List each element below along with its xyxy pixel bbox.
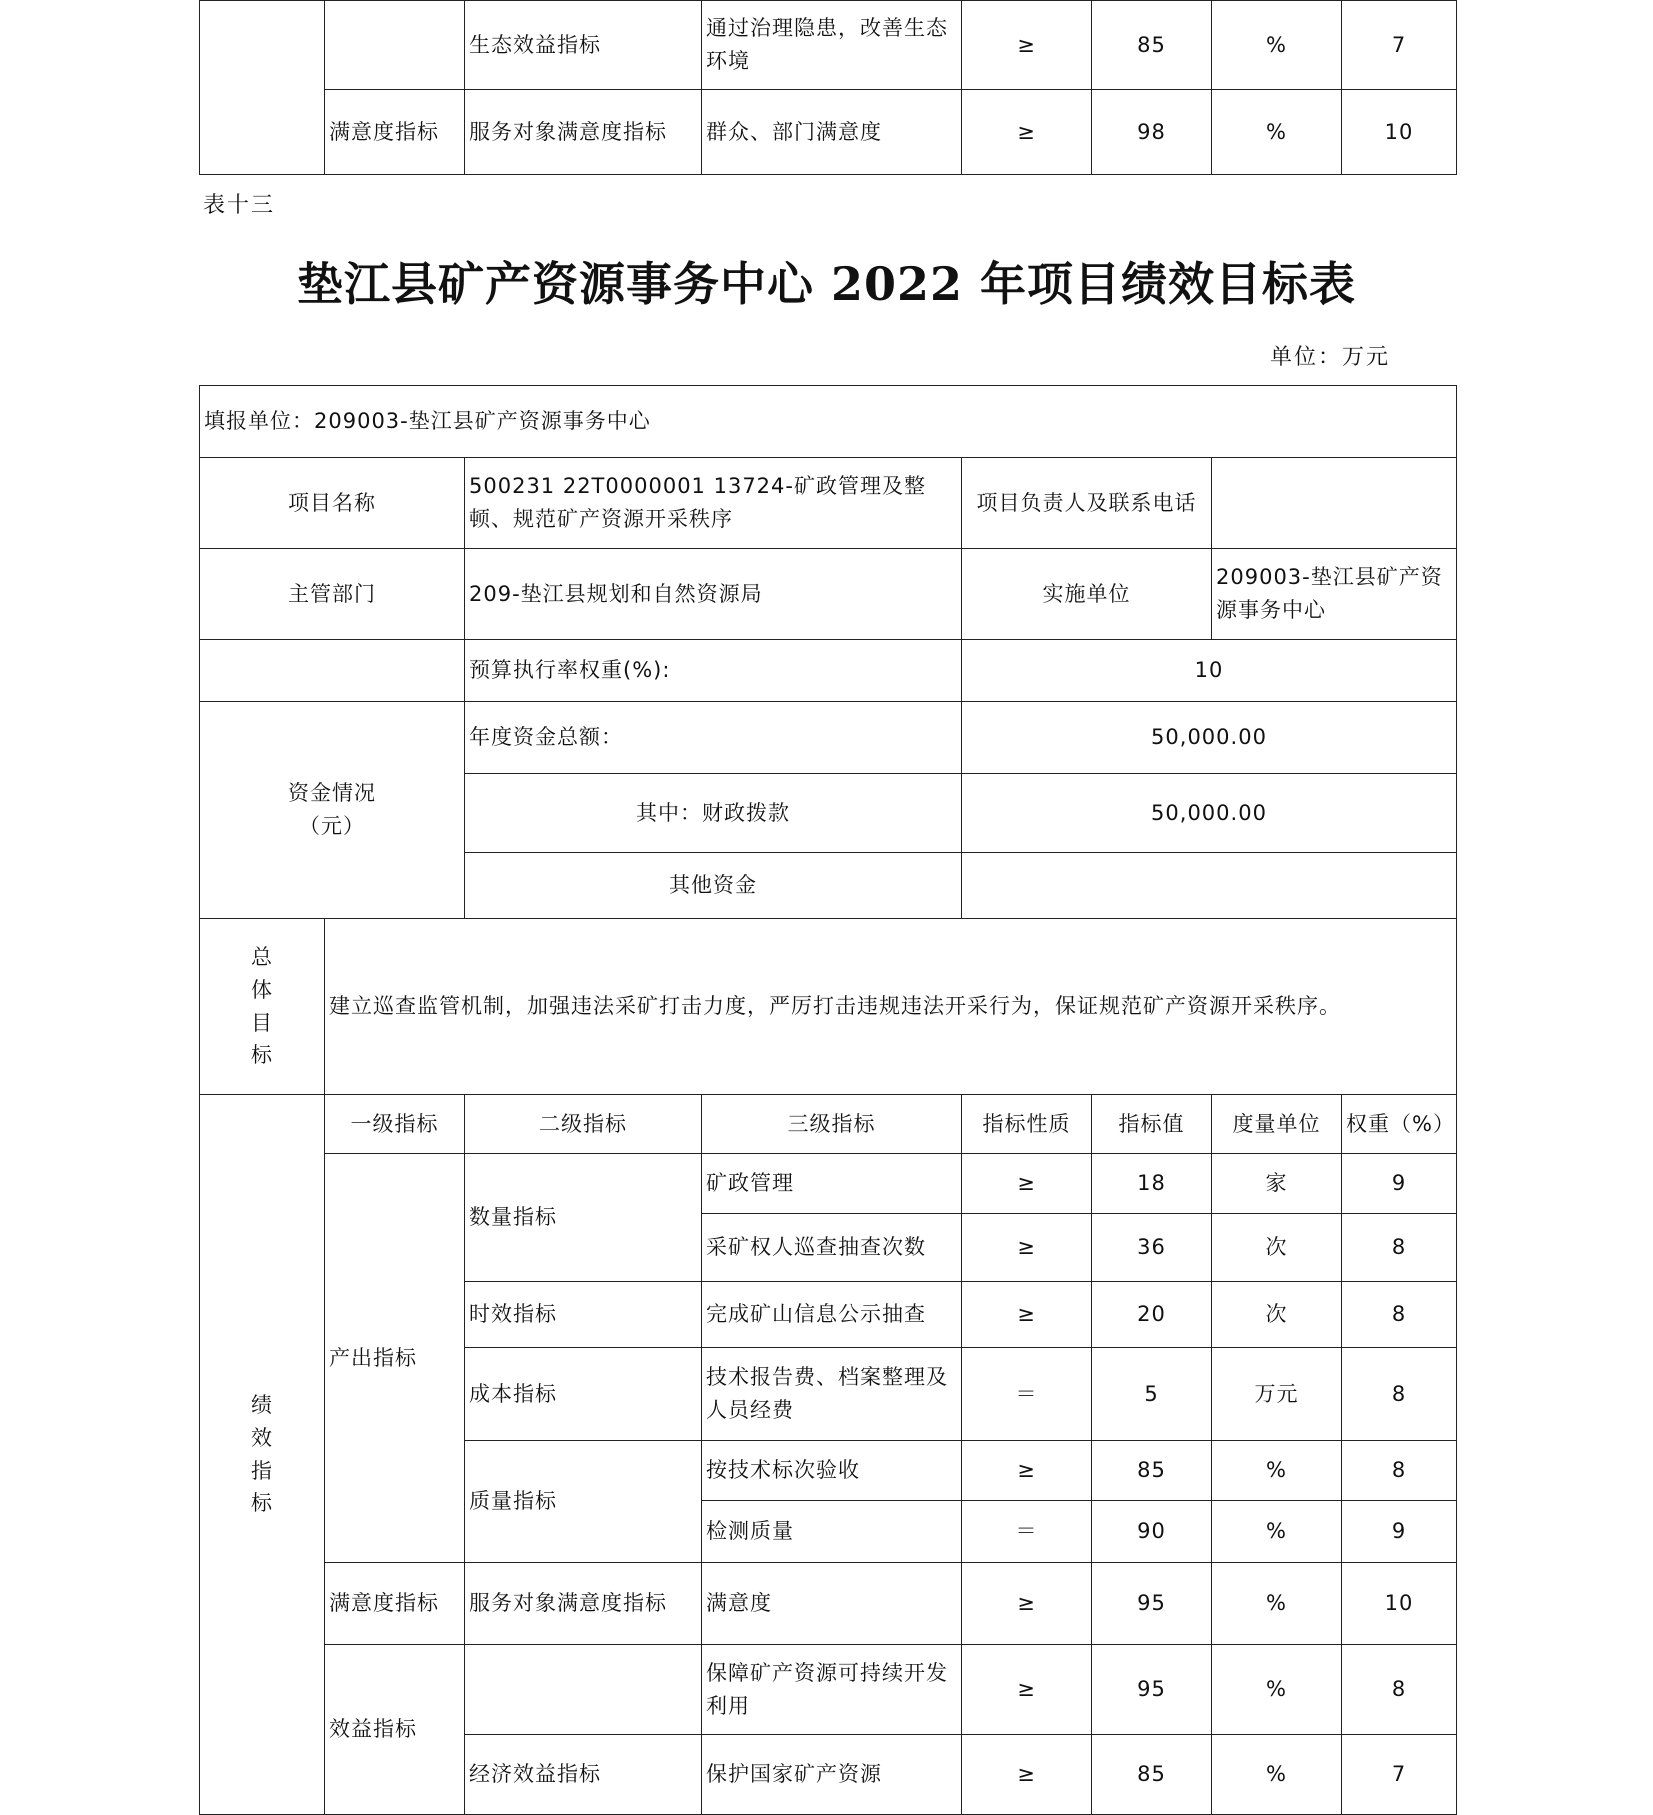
table-row [200,1,1457,90]
project-name-label: 项目名称 [200,458,465,549]
fiscal-label: 其中：财政拨款 [465,774,962,853]
table-row [200,640,1457,702]
unit-cell: 万元 [1212,1348,1342,1441]
table-row [200,1154,1457,1214]
level3-cell: 通过治理隐患，改善生态环境 [702,1,962,90]
table-row [200,1095,1457,1154]
weight-cell: 8 [1342,1645,1457,1735]
level3-cell: 按技术标次验收 [702,1441,962,1501]
header-weight: 权重（%） [1342,1095,1457,1154]
unit-cell: 次 [1212,1282,1342,1348]
value-cell: 5 [1092,1348,1212,1441]
other-funds-label: 其他资金 [465,853,962,919]
value-cell: 85 [1092,1441,1212,1501]
nature-cell: ≥ [962,90,1092,175]
level3-cell: 采矿权人巡查抽查次数 [702,1214,962,1282]
impl-label: 实施单位 [962,549,1212,640]
nature-cell: ≥ [962,1645,1092,1735]
unit-cell: 次 [1212,1214,1342,1282]
performance-label-char: 效 [251,1425,273,1450]
weight-cell: 9 [1342,1501,1457,1563]
nature-cell: ≥ [962,1154,1092,1214]
weight-cell: 9 [1342,1154,1457,1214]
header-level3: 三级指标 [702,1095,962,1154]
goal-label-char: 总 [251,945,273,970]
nature-cell: ≥ [962,1214,1092,1282]
weight-cell: 8 [1342,1214,1457,1282]
table-row [200,386,1457,458]
level2-blank [465,1645,702,1735]
unit-cell: 家 [1212,1154,1342,1214]
unit-label: 单位：万元 [1270,345,1391,370]
value-cell: 18 [1092,1154,1212,1214]
level2-cell: 服务对象满意度指标 [465,90,702,175]
value-cell: 85 [1092,1735,1212,1815]
goal-text: 建立巡查监管机制，加强违法采矿打击力度，严厉打击违规违法开采行为，保证规范矿产资源开采秩序。 [325,919,1457,1095]
budget-weight-label: 预算执行率权重(%): [465,640,962,702]
goal-label-char: 标 [251,1043,273,1068]
contact-label: 项目负责人及联系电话 [962,458,1212,549]
unit-cell: % [1212,1,1342,90]
value-cell: 36 [1092,1214,1212,1282]
unit-cell: % [1212,1563,1342,1645]
level1-output: 产出指标 [325,1154,465,1563]
weight-cell: 8 [1342,1282,1457,1348]
weight-cell: 8 [1342,1348,1457,1441]
level3-cell: 满意度 [702,1563,962,1645]
level3-cell: 群众、部门满意度 [702,90,962,175]
nature-cell: ≥ [962,1563,1092,1645]
goal-label-char: 目 [251,1010,273,1035]
level3-cell: 保护国家矿产资源 [702,1735,962,1815]
level2-timeliness: 时效指标 [465,1282,702,1348]
nature-cell: ≥ [962,1,1092,90]
table-row [200,458,1457,549]
goal-label-char: 体 [251,977,273,1002]
annual-total-label: 年度资金总额： [465,702,962,774]
level3-cell: 完成矿山信息公示抽查 [702,1282,962,1348]
level3-cell: 矿政管理 [702,1154,962,1214]
level1-cell: 满意度指标 [325,90,465,175]
table-row [200,1645,1457,1735]
funds-label-line: 资金情况 [288,781,376,806]
nature-cell: ＝ [962,1348,1092,1441]
level2-quality: 质量指标 [465,1441,702,1563]
header-unit: 度量单位 [1212,1095,1342,1154]
value-cell: 98 [1092,90,1212,175]
goal-label [200,919,325,1095]
level2-service: 服务对象满意度指标 [465,1563,702,1645]
funds-label-line: （元） [299,814,365,838]
other-funds-value [962,853,1457,919]
level3-cell: 保障矿产资源可持续开发利用 [702,1645,962,1735]
value-cell: 20 [1092,1282,1212,1348]
value-cell: 95 [1092,1563,1212,1645]
previous-table-fragment [199,0,1457,175]
blank-cell [200,640,465,702]
nature-cell: ＝ [962,1501,1092,1563]
performance-label-char: 标 [251,1491,273,1516]
page-title: 垫江县矿产资源事务中心 2022 年项目绩效目标表 [296,257,1357,311]
weight-cell: 8 [1342,1441,1457,1501]
header-level2: 二级指标 [465,1095,702,1154]
unit-cell: % [1212,1441,1342,1501]
performance-label [200,1095,325,1815]
funds-label [200,702,465,919]
level2-economic: 经济效益指标 [465,1735,702,1815]
project-name-value: 500231 22T0000001 13724-矿政管理及整顿、规范矿产资源开采秩序 [465,458,962,549]
unit-cell: % [1212,1735,1342,1815]
blank-cell [200,1,325,175]
contact-value [1212,458,1457,549]
level1-cell [325,1,465,90]
impl-value: 209003-垫江县矿产资源事务中心 [1212,549,1457,640]
table-row [200,919,1457,1095]
weight-cell: 7 [1342,1735,1457,1815]
weight-cell: 10 [1342,1563,1457,1645]
unit-cell: % [1212,90,1342,175]
nature-cell: ≥ [962,1735,1092,1815]
header-value: 指标值 [1092,1095,1212,1154]
weight-cell: 10 [1342,90,1457,175]
value-cell: 85 [1092,1,1212,90]
header-level1: 一级指标 [325,1095,465,1154]
table-number: 表十三 [203,193,276,218]
budget-weight-value: 10 [962,640,1457,702]
value-cell: 95 [1092,1645,1212,1735]
nature-cell: ≥ [962,1282,1092,1348]
level1-satisfaction: 满意度指标 [325,1563,465,1645]
weight-cell: 7 [1342,1,1457,90]
header-nature: 指标性质 [962,1095,1092,1154]
value-cell: 90 [1092,1501,1212,1563]
level2-quantity: 数量指标 [465,1154,702,1282]
dept-label: 主管部门 [200,549,465,640]
level2-cost: 成本指标 [465,1348,702,1441]
table-row [200,1563,1457,1645]
dept-value: 209-垫江县规划和自然资源局 [465,549,962,640]
unit-cell: % [1212,1645,1342,1735]
unit-cell: % [1212,1501,1342,1563]
nature-cell: ≥ [962,1441,1092,1501]
performance-label-char: 指 [251,1458,273,1483]
annual-total-value: 50,000.00 [962,702,1457,774]
fiscal-value: 50,000.00 [962,774,1457,853]
level2-cell: 生态效益指标 [465,1,702,90]
performance-label-char: 绩 [251,1393,273,1418]
level3-cell: 检测质量 [702,1501,962,1563]
performance-target-table [199,385,1457,1815]
table-row [200,702,1457,774]
table-row [200,549,1457,640]
fill-unit-cell: 填报单位：209003-垫江县矿产资源事务中心 [200,386,1457,458]
level3-cell: 技术报告费、档案整理及人员经费 [702,1348,962,1441]
level1-benefit: 效益指标 [325,1645,465,1815]
table-row [200,90,1457,175]
